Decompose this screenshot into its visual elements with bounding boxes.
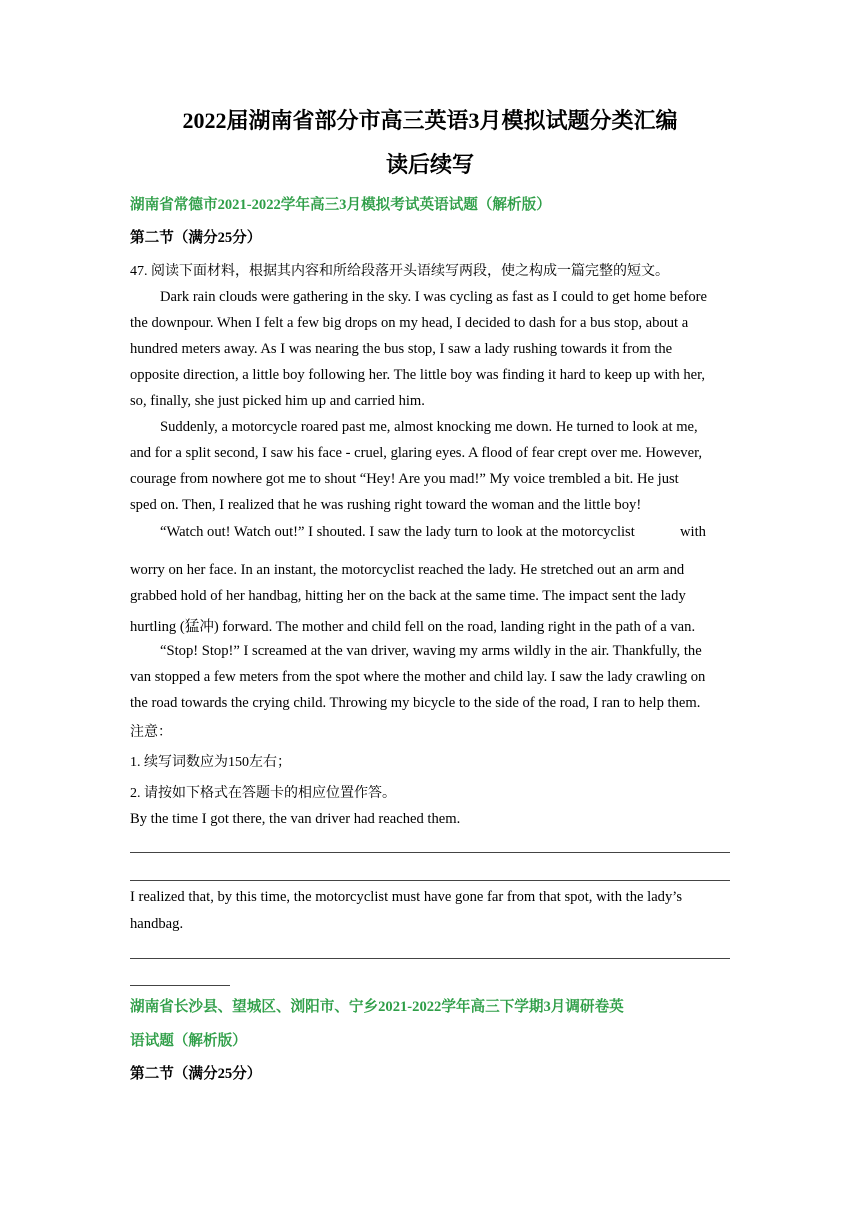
passage-line: van stopped a few meters from the spot where the mother and child lay. I saw the lady crawling on (130, 669, 706, 685)
passage-line: the downpour. When I felt a few big drops on my head, I decided to dash for a bus stop, about a (130, 315, 689, 331)
passage-line: the road towards the crying child. Throwing my bicycle to the side of the road, I ran to help them. (130, 695, 701, 711)
answer-line (130, 880, 730, 881)
passage-line: hundred meters away. As I was nearing the bus stop, I saw a lady rushing towards it from the (130, 341, 673, 357)
passage-line: so, finally, she just picked him up and carried him. (130, 393, 425, 409)
continuation-opening-1: By the time I got there, the van driver had reached them. (130, 811, 461, 827)
passage-line: sped on. Then, I realized that he was rushing right toward the woman and the little boy! (130, 497, 642, 513)
document-subtitle: 读后续写 (385, 152, 474, 177)
answer-line (130, 985, 230, 986)
note-item: 2. 请按如下格式在答题卡的相应位置作答。 (130, 786, 396, 801)
passage-line: “Watch out! Watch out!” I shouted. I saw the lady turn to look at the motorcyclist (160, 524, 635, 540)
note-item: 1. 续写词数应为150左右； (130, 755, 291, 770)
passage-line: hurtling (猛冲) forward. The mother and child fell on the road, landing right in the path of a van. (130, 619, 696, 635)
continuation-opening-2: I realized that, by this time, the motorcyclist must have gone far from that spot, with the lady’s (130, 889, 682, 905)
section1-source-heading: 湖南省常德市2021-2022学年高三3月模拟考试英语试题（解析版） (130, 197, 551, 213)
question-instruction: 47. 阅读下面材料，根据其内容和所给段落开头语续写两段，使之构成一篇完整的短文。 (130, 264, 669, 279)
notes-label: 注意： (130, 725, 172, 740)
passage-line: and for a split second, I saw his face - cruel, glaring eyes. A flood of fear crept over me. However, (130, 445, 703, 461)
passage-line: worry on her face. In an instant, the motorcyclist reached the lady. He stretched out an arm and (130, 562, 685, 578)
section1-part-heading: 第二节（满分25分） (130, 230, 262, 246)
passage-line: Suddenly, a motorcycle roared past me, almost knocking me down. He turned to look at me, (160, 419, 698, 435)
passage-line: Dark rain clouds were gathering in the sky. I was cycling as fast as I could to get home before (160, 289, 707, 305)
passage-line: “Stop! Stop!” I screamed at the van driver, waving my arms wildly in the air. Thankfully, the (160, 643, 702, 659)
continuation-opening-2-tail: handbag. (130, 916, 184, 932)
document-title: 2022届湖南省部分市高三英语3月模拟试题分类汇编 (182, 108, 678, 133)
passage-line: courage from nowhere got me to shout “Hey! Are you mad!” My voice trembled a bit. He just (130, 471, 679, 487)
passage-line: grabbed hold of her handbag, hitting her on the back at the same time. The impact sent the lady (130, 588, 686, 604)
section2-source-heading-tail: 语试题（解析版） (130, 1033, 247, 1049)
passage-line-tail: with (680, 524, 706, 540)
answer-line (130, 958, 730, 959)
passage-line: opposite direction, a little boy following her. The little boy was finding it hard to keep up with her, (130, 367, 706, 383)
section2-source-heading: 湖南省长沙县、望城区、浏阳市、宁乡2021-2022学年高三下学期3月调研卷英 (130, 999, 624, 1015)
answer-line (130, 852, 730, 853)
section2-part-heading: 第二节（满分25分） (130, 1066, 262, 1082)
